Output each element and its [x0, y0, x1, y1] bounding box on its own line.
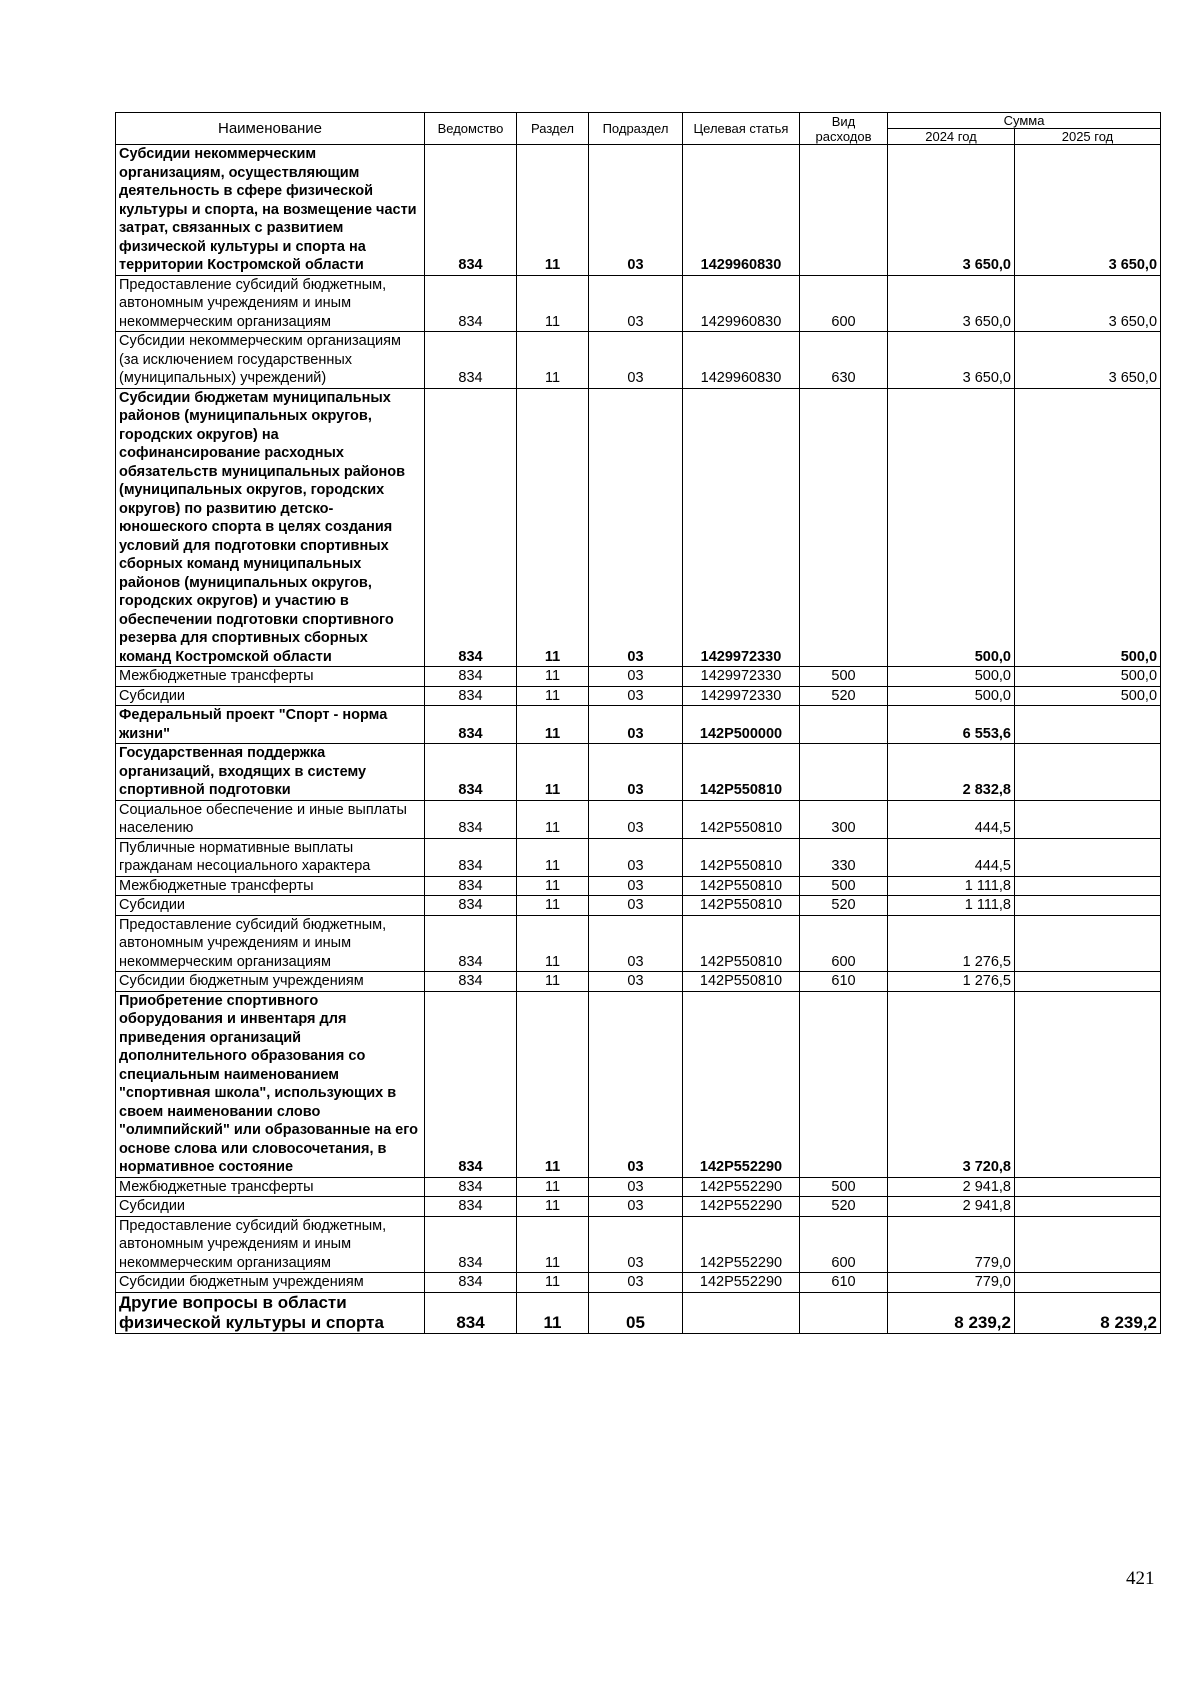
cell-expense-type: 500 — [800, 1177, 888, 1197]
cell-sum-2024: 3 650,0 — [888, 275, 1015, 332]
cell-section: 11 — [517, 915, 589, 972]
cell-name: Государственная поддержка организаций, входящих в систему спортивной подготовки — [116, 744, 425, 801]
cell-sum-2025: 3 650,0 — [1015, 145, 1161, 276]
cell-name: Субсидии — [116, 1197, 425, 1217]
cell-subsection: 03 — [589, 388, 683, 667]
table-row — [116, 388, 1161, 667]
cell-target-article: 1429972330 — [683, 667, 800, 687]
cell-expense-type — [800, 744, 888, 801]
cell-sum-2024: 3 650,0 — [888, 332, 1015, 389]
cell-target-article: 142P552290 — [683, 991, 800, 1177]
cell-department: 834 — [425, 1216, 517, 1273]
cell-name: Межбюджетные трансферты — [116, 1177, 425, 1197]
cell-department: 834 — [425, 896, 517, 916]
cell-sum-2025: 500,0 — [1015, 686, 1161, 706]
cell-sum-2025: 500,0 — [1015, 667, 1161, 687]
cell-subsection: 03 — [589, 838, 683, 876]
cell-sum-2025 — [1015, 972, 1161, 992]
cell-subsection: 03 — [589, 915, 683, 972]
cell-sum-2025 — [1015, 800, 1161, 838]
cell-subsection: 03 — [589, 667, 683, 687]
table-row — [116, 332, 1161, 389]
cell-sum-2024: 2 941,8 — [888, 1197, 1015, 1217]
cell-name: Межбюджетные трансферты — [116, 876, 425, 896]
cell-subsection: 03 — [589, 972, 683, 992]
cell-name: Субсидии бюджетам муниципальных районов (муниципальных округов, городских округов) на софинансирование расходных обязательств муниципальных районов (муниципальных округов, городских округов) по развитию детско-юношеского спорта в целях создания условий для подготовки спортивных сборных команд муниципальных районов (муниципальных округов, городских округов) и участию в обеспечении подготовки спортивного резерва для спортивных сборных команд Костромской области — [116, 388, 425, 667]
budget-table — [115, 112, 1161, 1334]
cell-sum-2024: 1 276,5 — [888, 972, 1015, 992]
cell-section: 11 — [517, 706, 589, 744]
cell-section: 11 — [517, 838, 589, 876]
cell-target-article: 142P552290 — [683, 1273, 800, 1293]
header-expense-type: Вид расходов — [800, 113, 888, 145]
cell-section: 11 — [517, 1197, 589, 1217]
cell-name: Субсидии — [116, 686, 425, 706]
cell-section: 11 — [517, 667, 589, 687]
cell-sum-2024: 8 239,2 — [888, 1292, 1015, 1333]
cell-expense-type: 600 — [800, 915, 888, 972]
cell-name: Субсидии бюджетным учреждениям — [116, 1273, 425, 1293]
table-row — [116, 896, 1161, 916]
page-number: 421 — [1126, 1568, 1155, 1589]
cell-expense-type: 500 — [800, 667, 888, 687]
cell-sum-2025 — [1015, 915, 1161, 972]
cell-sum-2024: 1 111,8 — [888, 876, 1015, 896]
cell-name: Субсидии бюджетным учреждениям — [116, 972, 425, 992]
cell-department: 834 — [425, 991, 517, 1177]
table-row — [116, 667, 1161, 687]
table-body — [116, 145, 1161, 1334]
header-target-article: Целевая статья — [683, 113, 800, 145]
cell-subsection: 03 — [589, 876, 683, 896]
cell-section: 11 — [517, 1292, 589, 1333]
cell-sum-2024: 444,5 — [888, 838, 1015, 876]
cell-department: 834 — [425, 915, 517, 972]
table-row — [116, 972, 1161, 992]
cell-expense-type — [800, 706, 888, 744]
cell-section: 11 — [517, 275, 589, 332]
cell-department: 834 — [425, 275, 517, 332]
cell-name: Субсидии — [116, 896, 425, 916]
cell-subsection: 03 — [589, 896, 683, 916]
cell-expense-type: 520 — [800, 1197, 888, 1217]
header-sum: Сумма — [888, 113, 1161, 129]
cell-target-article: 142P550810 — [683, 896, 800, 916]
cell-expense-type — [800, 145, 888, 276]
cell-department: 834 — [425, 1177, 517, 1197]
cell-target-article: 142P552290 — [683, 1216, 800, 1273]
cell-section: 11 — [517, 744, 589, 801]
cell-department: 834 — [425, 332, 517, 389]
cell-subsection: 03 — [589, 991, 683, 1177]
table-row — [116, 991, 1161, 1177]
cell-target-article: 142P550810 — [683, 876, 800, 896]
cell-sum-2025 — [1015, 838, 1161, 876]
cell-expense-type: 300 — [800, 800, 888, 838]
cell-target-article: 142P500000 — [683, 706, 800, 744]
cell-target-article: 142P550810 — [683, 915, 800, 972]
cell-sum-2024: 500,0 — [888, 667, 1015, 687]
cell-department: 834 — [425, 972, 517, 992]
cell-expense-type: 610 — [800, 972, 888, 992]
cell-expense-type: 630 — [800, 332, 888, 389]
cell-department: 834 — [425, 744, 517, 801]
cell-sum-2025: 500,0 — [1015, 388, 1161, 667]
cell-sum-2025 — [1015, 1177, 1161, 1197]
header-name: Наименование — [116, 113, 425, 145]
header-department: Ведомство — [425, 113, 517, 145]
cell-name: Предоставление субсидий бюджетным, автономным учреждениям и иным некоммерческим организациям — [116, 275, 425, 332]
cell-sum-2024: 779,0 — [888, 1273, 1015, 1293]
header-section: Раздел — [517, 113, 589, 145]
cell-sum-2025 — [1015, 991, 1161, 1177]
cell-sum-2024: 500,0 — [888, 388, 1015, 667]
table-row — [116, 1197, 1161, 1217]
cell-subsection: 03 — [589, 275, 683, 332]
table-row — [116, 706, 1161, 744]
table-row — [116, 1177, 1161, 1197]
cell-department: 834 — [425, 145, 517, 276]
cell-subsection: 03 — [589, 800, 683, 838]
cell-department: 834 — [425, 667, 517, 687]
cell-subsection: 03 — [589, 686, 683, 706]
table-row — [116, 686, 1161, 706]
cell-sum-2025 — [1015, 1197, 1161, 1217]
cell-department: 834 — [425, 838, 517, 876]
cell-expense-type: 520 — [800, 896, 888, 916]
cell-department: 834 — [425, 1292, 517, 1333]
cell-subsection: 03 — [589, 744, 683, 801]
cell-subsection: 03 — [589, 1177, 683, 1197]
table-row — [116, 800, 1161, 838]
header-year-2024: 2024 год — [888, 129, 1015, 145]
cell-subsection: 05 — [589, 1292, 683, 1333]
cell-subsection: 03 — [589, 706, 683, 744]
cell-name: Публичные нормативные выплаты гражданам несоциального характера — [116, 838, 425, 876]
cell-sum-2024: 1 111,8 — [888, 896, 1015, 916]
cell-expense-type — [800, 991, 888, 1177]
cell-expense-type: 330 — [800, 838, 888, 876]
cell-sum-2024: 500,0 — [888, 686, 1015, 706]
cell-section: 11 — [517, 1216, 589, 1273]
cell-department: 834 — [425, 876, 517, 896]
cell-expense-type: 610 — [800, 1273, 888, 1293]
cell-department: 834 — [425, 800, 517, 838]
cell-subsection: 03 — [589, 1216, 683, 1273]
cell-section: 11 — [517, 388, 589, 667]
cell-target-article: 142P550810 — [683, 744, 800, 801]
cell-section: 11 — [517, 686, 589, 706]
cell-department: 834 — [425, 1197, 517, 1217]
cell-name: Субсидии некоммерческим организациям, осуществляющим деятельность в сфере физической культуры и спорта, на возмещение части затрат, связанных с развитием физической культуры и спорта на территории Костромской области — [116, 145, 425, 276]
cell-sum-2024: 3 720,8 — [888, 991, 1015, 1177]
cell-target-article: 1429972330 — [683, 388, 800, 667]
cell-subsection: 03 — [589, 1197, 683, 1217]
cell-section: 11 — [517, 876, 589, 896]
cell-target-article: 1429960830 — [683, 275, 800, 332]
table-row — [116, 744, 1161, 801]
table-row — [116, 838, 1161, 876]
cell-target-article: 1429972330 — [683, 686, 800, 706]
cell-sum-2024: 2 941,8 — [888, 1177, 1015, 1197]
cell-expense-type — [800, 388, 888, 667]
cell-expense-type — [800, 1292, 888, 1333]
cell-expense-type: 500 — [800, 876, 888, 896]
cell-target-article: 142P550810 — [683, 838, 800, 876]
cell-target-article: 142P550810 — [683, 800, 800, 838]
cell-section: 11 — [517, 145, 589, 276]
cell-sum-2025 — [1015, 896, 1161, 916]
cell-sum-2025: 3 650,0 — [1015, 332, 1161, 389]
cell-expense-type: 600 — [800, 275, 888, 332]
cell-target-article: 1429960830 — [683, 332, 800, 389]
cell-sum-2025 — [1015, 876, 1161, 896]
table-header — [116, 113, 1161, 145]
cell-sum-2025 — [1015, 706, 1161, 744]
table-row — [116, 1216, 1161, 1273]
cell-name: Субсидии некоммерческим организациям (за исключением государственных (муниципальных) учреждений) — [116, 332, 425, 389]
cell-sum-2025 — [1015, 1216, 1161, 1273]
cell-target-article: 1429960830 — [683, 145, 800, 276]
table-row — [116, 915, 1161, 972]
header-subsection: Подраздел — [589, 113, 683, 145]
cell-department: 834 — [425, 1273, 517, 1293]
table-row — [116, 1273, 1161, 1293]
cell-sum-2025: 8 239,2 — [1015, 1292, 1161, 1333]
table-row — [116, 1292, 1161, 1333]
cell-section: 11 — [517, 1273, 589, 1293]
cell-section: 11 — [517, 1177, 589, 1197]
cell-department: 834 — [425, 686, 517, 706]
cell-name: Предоставление субсидий бюджетным, автономным учреждениям и иным некоммерческим организациям — [116, 915, 425, 972]
cell-sum-2025 — [1015, 744, 1161, 801]
cell-name: Предоставление субсидий бюджетным, автономным учреждениям и иным некоммерческим организациям — [116, 1216, 425, 1273]
cell-expense-type: 600 — [800, 1216, 888, 1273]
table-row — [116, 145, 1161, 276]
cell-sum-2025: 3 650,0 — [1015, 275, 1161, 332]
header-year-2025: 2025 год — [1015, 129, 1161, 145]
cell-department: 834 — [425, 706, 517, 744]
cell-expense-type: 520 — [800, 686, 888, 706]
cell-name: Межбюджетные трансферты — [116, 667, 425, 687]
cell-name: Социальное обеспечение и иные выплаты населению — [116, 800, 425, 838]
cell-subsection: 03 — [589, 145, 683, 276]
cell-sum-2024: 1 276,5 — [888, 915, 1015, 972]
cell-name: Приобретение спортивного оборудования и инвентаря для приведения организаций дополнительного образования со специальным наименованием "спортивная школа", использующих в своем наименовании слово "олимпийский" или образованные на его основе слова или словосочетания, в нормативное состояние — [116, 991, 425, 1177]
cell-name: Федеральный проект "Спорт - норма жизни" — [116, 706, 425, 744]
cell-sum-2024: 6 553,6 — [888, 706, 1015, 744]
table-row — [116, 275, 1161, 332]
cell-target-article: 142P552290 — [683, 1197, 800, 1217]
cell-subsection: 03 — [589, 1273, 683, 1293]
cell-sum-2024: 2 832,8 — [888, 744, 1015, 801]
cell-subsection: 03 — [589, 332, 683, 389]
cell-section: 11 — [517, 332, 589, 389]
cell-section: 11 — [517, 972, 589, 992]
cell-target-article: 142P550810 — [683, 972, 800, 992]
cell-department: 834 — [425, 388, 517, 667]
cell-sum-2025 — [1015, 1273, 1161, 1293]
cell-section: 11 — [517, 800, 589, 838]
cell-section: 11 — [517, 991, 589, 1177]
cell-section: 11 — [517, 896, 589, 916]
cell-sum-2024: 779,0 — [888, 1216, 1015, 1273]
cell-target-article: 142P552290 — [683, 1177, 800, 1197]
cell-name: Другие вопросы в области физической культуры и спорта — [116, 1292, 425, 1333]
cell-target-article — [683, 1292, 800, 1333]
cell-sum-2024: 444,5 — [888, 800, 1015, 838]
table-row — [116, 876, 1161, 896]
cell-sum-2024: 3 650,0 — [888, 145, 1015, 276]
